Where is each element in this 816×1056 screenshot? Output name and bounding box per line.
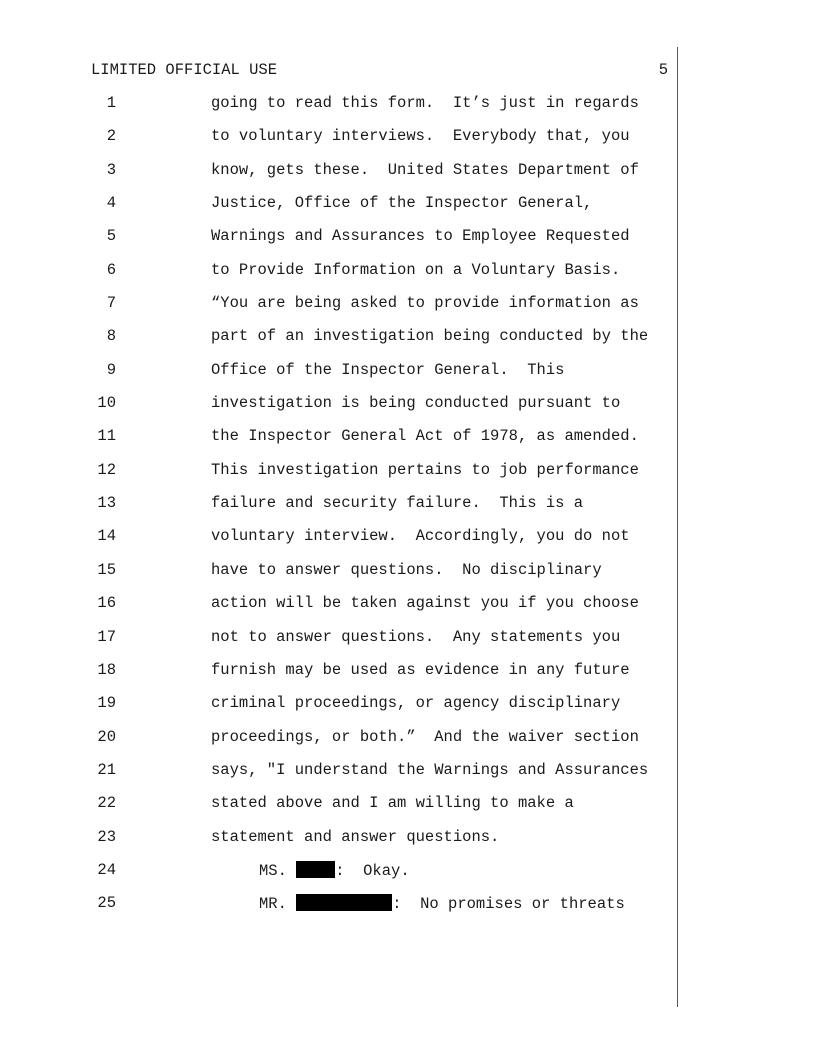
- transcript-line: [0, 161, 676, 194]
- transcript-line: [0, 628, 676, 661]
- speaker-title: MS.: [259, 861, 287, 880]
- line-number: 21: [97, 760, 116, 779]
- line-number: 25: [97, 894, 116, 913]
- line-text: furnish may be used as evidence in any future: [211, 660, 630, 679]
- line-number: 10: [97, 394, 116, 413]
- line-text: failure and security failure. This is a: [211, 494, 584, 513]
- page-number: 5: [658, 61, 668, 79]
- line-number: 6: [106, 260, 116, 279]
- line-number: 15: [97, 560, 116, 579]
- right-margin-rule: [677, 47, 678, 1007]
- line-number: 12: [97, 460, 116, 479]
- transcript-line: [0, 694, 676, 727]
- line-text: action will be taken against you if you choose: [211, 594, 639, 613]
- line-number: 17: [97, 627, 116, 646]
- line-text: says, "I understand the Warnings and Assurances: [211, 760, 649, 779]
- transcript-line: [0, 461, 676, 494]
- transcript-line: [0, 794, 676, 827]
- line-text: Warnings and Assurances to Employee Requested: [211, 227, 630, 246]
- line-number: 20: [97, 727, 116, 746]
- line-number: 22: [97, 794, 116, 813]
- transcript-line: [0, 594, 676, 627]
- speaker-text: [259, 894, 625, 913]
- speaker-line: [0, 894, 676, 927]
- speaker-remark: : No promises or threats: [392, 895, 625, 914]
- line-number: 11: [97, 427, 116, 446]
- speaker-remark: : Okay.: [335, 861, 410, 880]
- line-text: investigation is being conducted pursuant to: [211, 394, 621, 413]
- line-number: 3: [106, 160, 116, 179]
- transcript-line: [0, 828, 676, 861]
- transcript-line: [0, 561, 676, 594]
- transcript-line: [0, 728, 676, 761]
- line-number: 16: [97, 594, 116, 613]
- line-text: “You are being asked to provide information as: [211, 294, 639, 313]
- classification-header: LIMITED OFFICIAL USE: [91, 61, 278, 79]
- line-text: part of an investigation being conducted by the: [211, 327, 649, 346]
- line-number: 14: [97, 527, 116, 546]
- transcript-line: [0, 294, 676, 327]
- speaker-title: MR.: [259, 895, 287, 914]
- line-text: Justice, Office of the Inspector General,: [211, 194, 593, 213]
- line-text: to voluntary interviews. Everybody that, you: [211, 127, 630, 146]
- speaker-line: [0, 861, 676, 894]
- line-text: know, gets these. United States Department of: [211, 160, 639, 179]
- line-number: 24: [97, 860, 116, 879]
- line-number: 19: [97, 694, 116, 713]
- line-text: voluntary interview. Accordingly, you do not: [211, 527, 630, 546]
- transcript-line: [0, 194, 676, 227]
- line-number: 13: [97, 494, 116, 513]
- line-number: 18: [97, 660, 116, 679]
- transcript-line: [0, 94, 676, 127]
- line-text: proceedings, or both.” And the waiver section: [211, 727, 639, 746]
- transcript-line: [0, 661, 676, 694]
- line-number: 1: [106, 94, 116, 112]
- transcript-line: [0, 527, 676, 560]
- transcript-line: [0, 327, 676, 360]
- line-text: going to read this form. It’s just in regards: [211, 94, 639, 112]
- line-number: 2: [106, 127, 116, 146]
- line-text: to Provide Information on a Voluntary Basis.: [211, 260, 621, 279]
- line-number: 23: [97, 827, 116, 846]
- line-text: Office of the Inspector General. This: [211, 360, 565, 379]
- transcript-line: [0, 427, 676, 460]
- line-text: not to answer questions. Any statements you: [211, 627, 621, 646]
- line-text: the Inspector General Act of 1978, as amended.: [211, 427, 639, 446]
- transcript-line: [0, 761, 676, 794]
- line-number: 8: [106, 327, 116, 346]
- line-text: This investigation pertains to job performance: [211, 460, 639, 479]
- transcript-line: [0, 394, 676, 427]
- line-number: 4: [106, 194, 116, 213]
- transcript-line: [0, 261, 676, 294]
- transcript-lines: [0, 94, 676, 928]
- line-text: have to answer questions. No disciplinary: [211, 560, 602, 579]
- line-number: 9: [106, 360, 116, 379]
- transcript-line: [0, 494, 676, 527]
- redacted-name: [296, 894, 392, 911]
- line-number: 5: [106, 227, 116, 246]
- redacted-name: [296, 861, 335, 878]
- transcript-line: [0, 361, 676, 394]
- transcript-line: [0, 227, 676, 260]
- line-text: statement and answer questions.: [211, 827, 500, 846]
- line-text: stated above and I am willing to make a: [211, 794, 574, 813]
- line-text: criminal proceedings, or agency disciplinary: [211, 694, 621, 713]
- speaker-text: [259, 861, 410, 880]
- transcript-line: [0, 127, 676, 160]
- line-number: 7: [106, 294, 116, 313]
